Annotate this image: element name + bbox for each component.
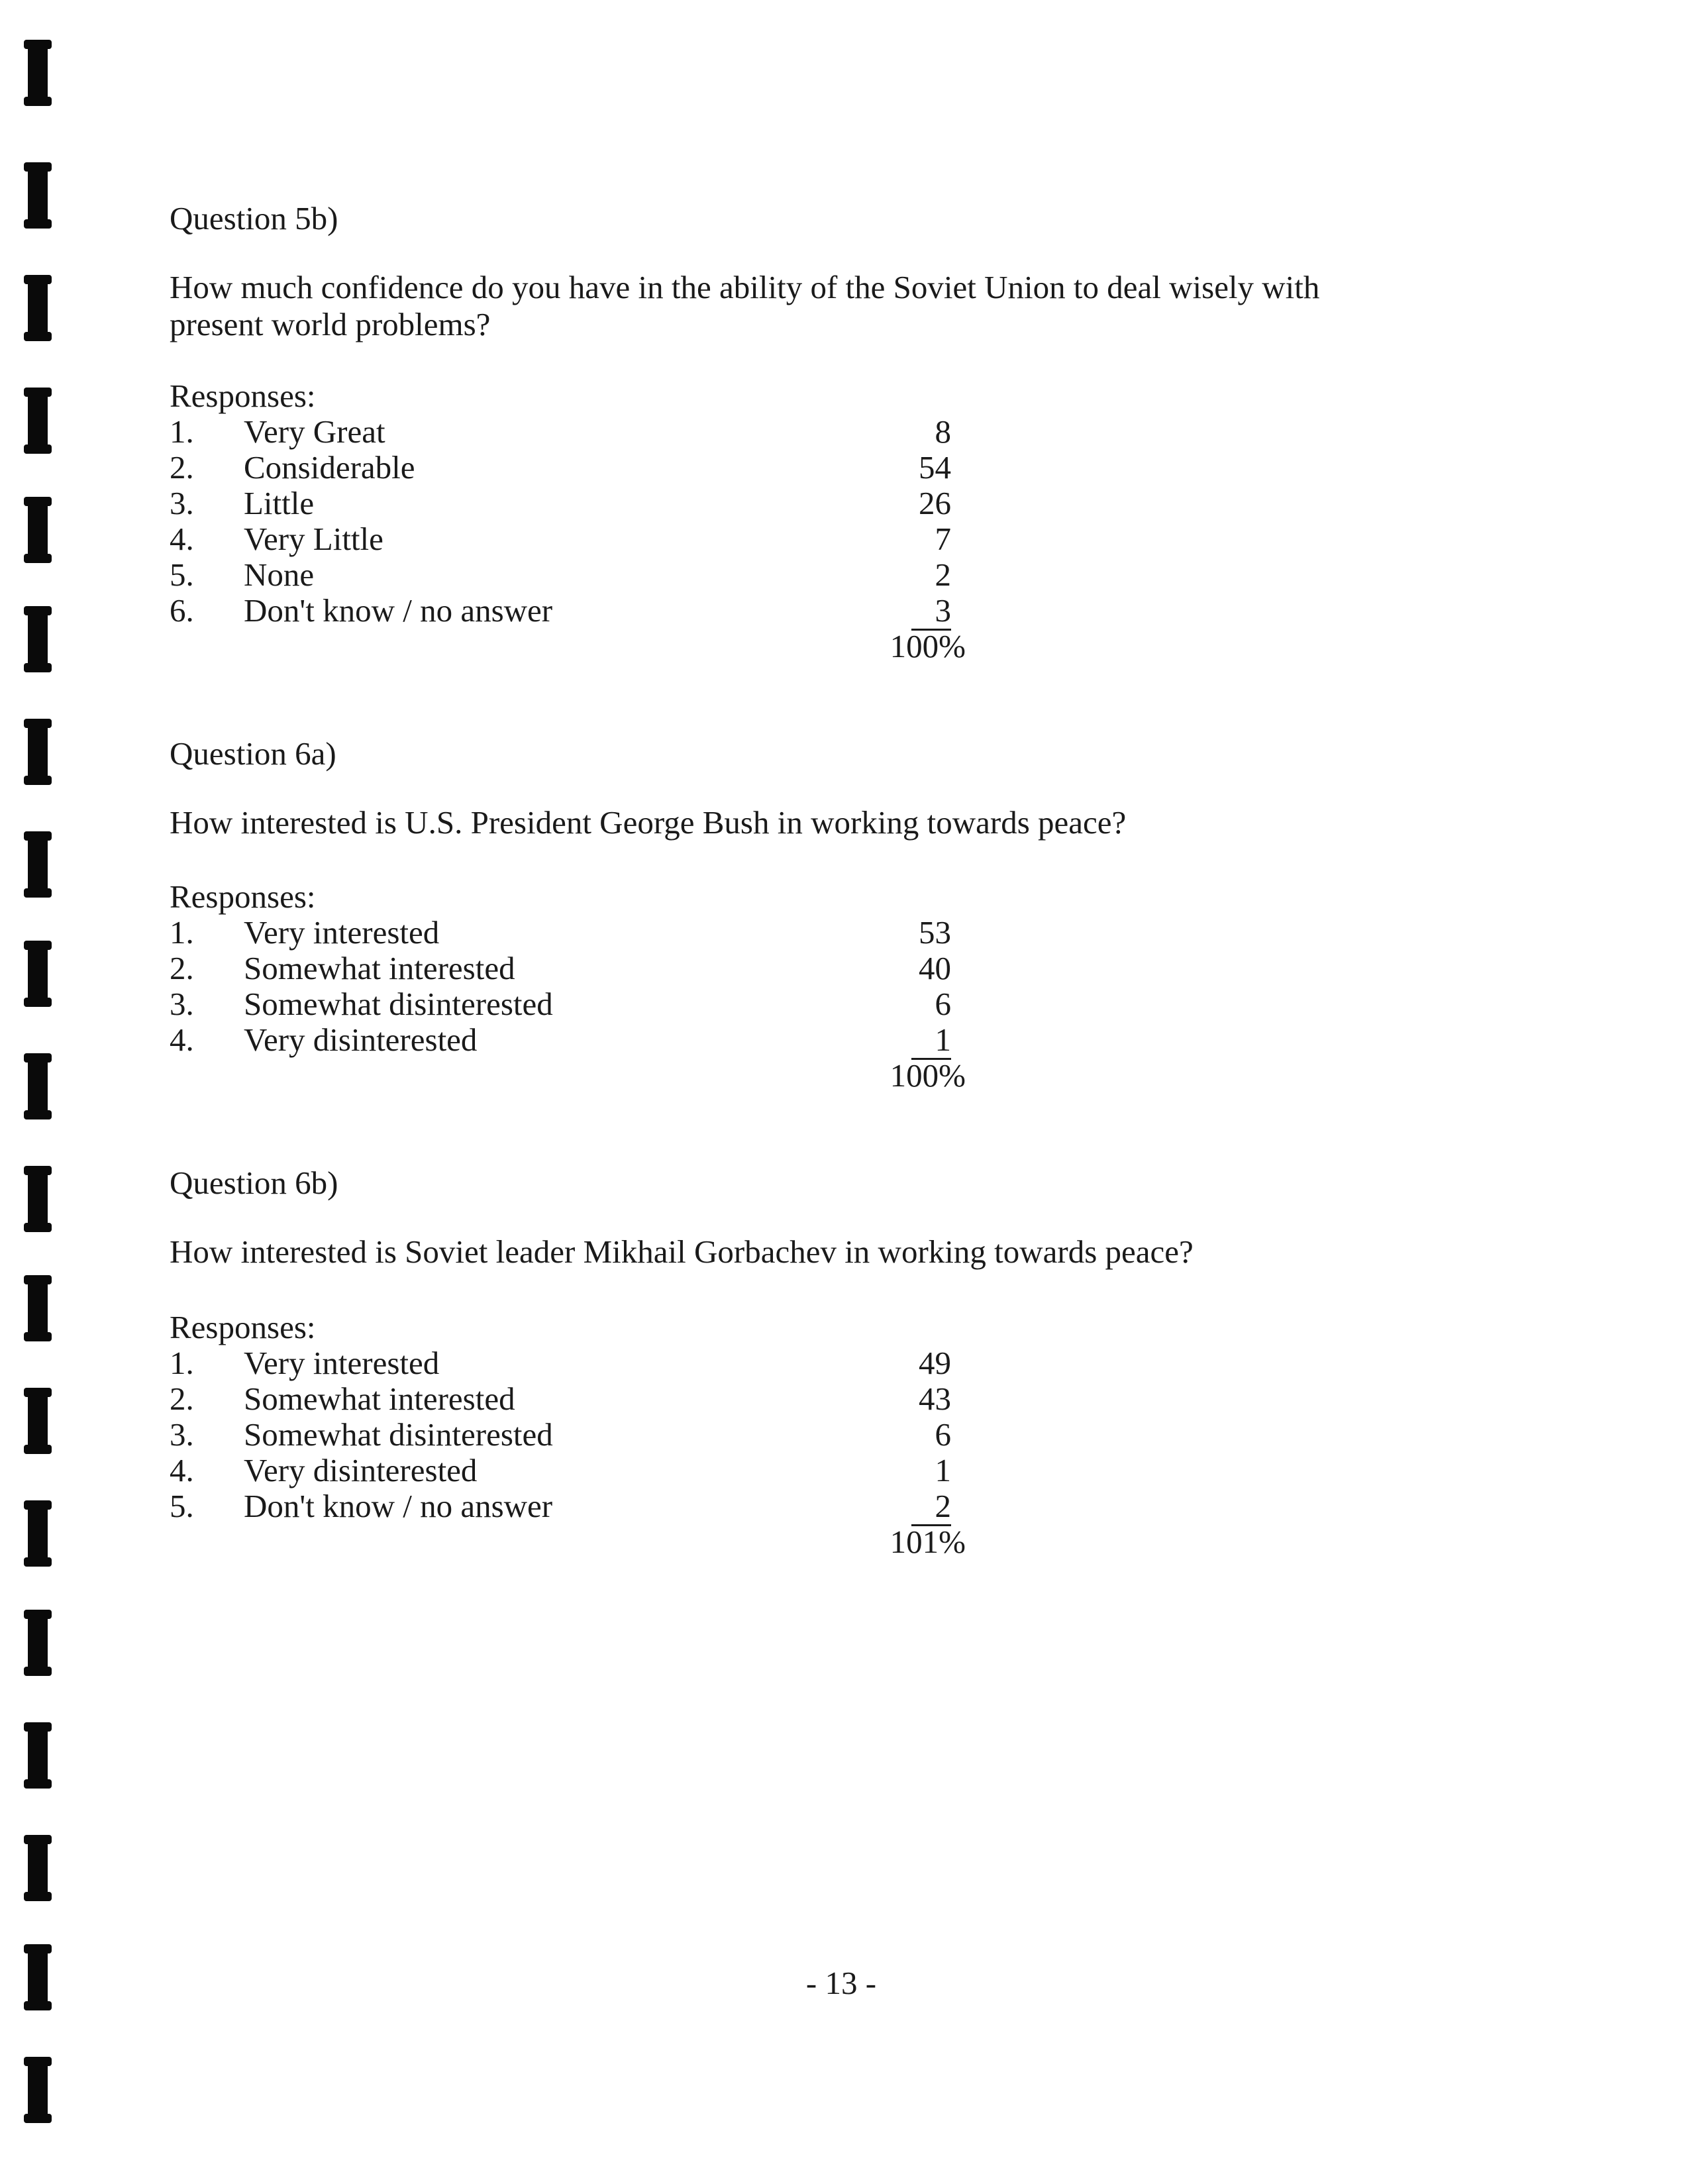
- response-value: 8: [935, 413, 951, 450]
- response-text: Very disinterested: [244, 1452, 478, 1488]
- response-value: 1: [885, 1021, 951, 1059]
- response-number: 4.: [170, 1452, 194, 1488]
- response-number: 1.: [170, 413, 194, 450]
- response-text: Considerable: [244, 449, 415, 486]
- response-value: 6: [935, 1416, 951, 1453]
- response-number: 3.: [170, 986, 194, 1022]
- response-number: 3.: [170, 1416, 194, 1453]
- response-row: [170, 521, 964, 558]
- response-row: [170, 950, 964, 987]
- response-row: [170, 485, 964, 522]
- response-value: 49: [919, 1345, 951, 1381]
- response-row: [170, 592, 964, 629]
- response-value: 3: [885, 592, 951, 629]
- question-label: Question 6b): [170, 1165, 338, 1201]
- response-row: [170, 413, 964, 450]
- response-value: 2: [935, 556, 951, 593]
- question-text: How interested is U.S. President George Bush in working towards peace?: [170, 804, 1127, 841]
- question-text: How interested is Soviet leader Mikhail Gorbachev in working towards peace?: [170, 1233, 1194, 1270]
- response-number: 2.: [170, 950, 194, 986]
- response-number: 5.: [170, 556, 194, 593]
- response-number: 4.: [170, 1021, 194, 1058]
- response-text: Don't know / no answer: [244, 1488, 553, 1524]
- response-row: [170, 1452, 964, 1489]
- response-text: Don't know / no answer: [244, 592, 553, 629]
- response-row: [170, 1488, 964, 1525]
- response-number: 5.: [170, 1488, 194, 1524]
- response-value: 26: [919, 485, 951, 521]
- response-total: 101%: [890, 1524, 966, 1560]
- response-text: Little: [244, 485, 315, 521]
- response-text: Somewhat disinterested: [244, 986, 553, 1022]
- response-value: 40: [919, 950, 951, 986]
- response-number: 4.: [170, 521, 194, 557]
- question-label: Question 5b): [170, 200, 338, 236]
- responses-label: Responses:: [170, 1309, 316, 1345]
- response-text: Very Great: [244, 413, 385, 450]
- response-text: Somewhat interested: [244, 950, 515, 986]
- response-text: Very interested: [244, 1345, 440, 1381]
- response-value: 43: [919, 1380, 951, 1417]
- question-text: present world problems?: [170, 306, 491, 342]
- response-row: [170, 914, 964, 951]
- response-row: [170, 1416, 964, 1453]
- responses-label: Responses:: [170, 378, 316, 414]
- response-row: [170, 986, 964, 1023]
- response-row: [170, 556, 964, 594]
- response-value: 2: [885, 1488, 951, 1525]
- response-number: 1.: [170, 1345, 194, 1381]
- response-text: Very Little: [244, 521, 383, 557]
- question-label: Question 6a): [170, 735, 336, 772]
- response-row: [170, 1345, 964, 1382]
- response-number: 3.: [170, 485, 194, 521]
- responses-label: Responses:: [170, 878, 316, 915]
- response-total: 100%: [890, 1057, 966, 1094]
- page-number: - 13 -: [805, 1965, 877, 2001]
- response-number: 2.: [170, 1380, 194, 1417]
- response-value: 53: [919, 914, 951, 951]
- response-text: None: [244, 556, 315, 593]
- response-row: [170, 1380, 964, 1418]
- response-total: 100%: [890, 628, 966, 664]
- response-number: 1.: [170, 914, 194, 951]
- response-row: [170, 449, 964, 486]
- response-value: 1: [935, 1452, 951, 1488]
- response-value: 6: [935, 986, 951, 1022]
- response-value: 7: [935, 521, 951, 557]
- response-text: Somewhat disinterested: [244, 1416, 553, 1453]
- response-text: Very disinterested: [244, 1021, 478, 1058]
- response-row: [170, 1021, 964, 1059]
- response-number: 6.: [170, 592, 194, 629]
- response-text: Very interested: [244, 914, 440, 951]
- response-number: 2.: [170, 449, 194, 486]
- response-value: 54: [919, 449, 951, 486]
- question-text: How much confidence do you have in the ability of the Soviet Union to deal wisely with: [170, 269, 1320, 305]
- response-text: Somewhat interested: [244, 1380, 515, 1417]
